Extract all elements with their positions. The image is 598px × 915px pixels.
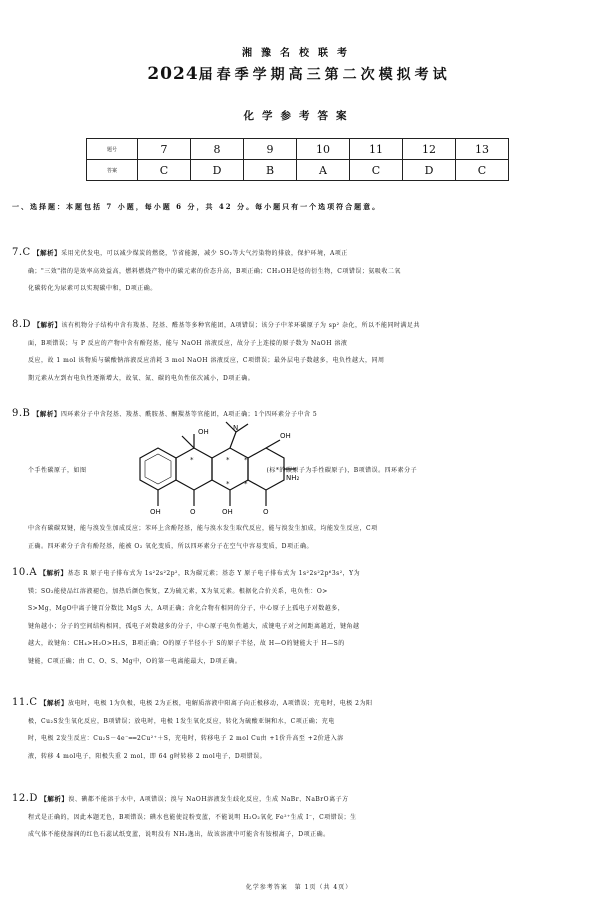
q12-line: 溴、碘都不能溶于水中，A项错误；溴与 NaOH溶液发生歧化反应，生成 NaBr、NaBrO离子方 xyxy=(68,796,349,803)
q7-number: 7.C xyxy=(12,247,31,258)
answer-cell: A xyxy=(297,160,350,181)
q11-line: 放电时，电极 1为负极，电极 2为正极，电解质溶液中阳离子向正极移动，A项错误；充电时，电极 2为阳 xyxy=(67,700,373,707)
q7-line: 采用光伏发电，可以减少煤炭的燃烧，节省能源，减少 SO₂等大气污染物的排放，保护环境，A项正 xyxy=(61,250,348,257)
page-footer: 化学参考答案 第 1页（共 4页） xyxy=(245,884,353,891)
chiral-star: * xyxy=(244,480,248,488)
exam-year: 2024 xyxy=(147,64,199,84)
table-row-answers xyxy=(87,160,509,181)
chiral-star: * xyxy=(190,456,194,464)
oh-label: OH xyxy=(198,428,209,436)
chiral-star: * xyxy=(226,456,230,464)
q8-line: 该有机物分子结构中含有羧基、羟基、醛基等多种官能团，A项错误；该分子中苯环碳原子为 sp² 杂化，所以不能同时满足共 xyxy=(61,322,420,329)
q9-number: 9.B xyxy=(12,408,31,419)
q9-line: (标*的碳原子为手性碳原子)，B项错误。四环素分子 xyxy=(266,467,418,474)
exam-title xyxy=(0,64,598,84)
q8-number: 8.D xyxy=(12,319,32,330)
aromatic-ring-inner xyxy=(145,454,171,484)
q12-line: 程式是正确的，因此本题无色，B项错误；碘水也能使淀粉变蓝，不能说明 H₂O₂氧化 Fe²⁺生成 I⁻，C项错误；生 xyxy=(28,813,357,821)
question-number: 11 xyxy=(350,139,403,160)
exam-org-title: 湘豫名校联考 xyxy=(242,48,356,59)
question-number: 8 xyxy=(191,139,244,160)
q10-line: 越大，故键角：CH₄>H₂O>H₂S，B项正确；O的原子半径小于 S的原子半径，故 H—O的键能大于 H—S的 xyxy=(28,640,345,647)
answer-cell: D xyxy=(191,160,244,181)
q10-line: 键角越小；分子的空间结构相同，孤电子对数越多的分子，中心原子电负性越大，成键电子对之间距离越近，键角越 xyxy=(28,622,360,630)
tetracycline-structure-diagram xyxy=(120,418,300,524)
q9-line: 四环素分子中含羟基、羧基、酰胺基、酮羰基等官能团，A项正确；1个四环素分子中含 5 xyxy=(60,411,318,418)
q11-line: 时，电极 2发生反应：Cu₂S－4e⁻══2Cu²⁺＋S，充电时，转移电子 2 mol Cu由 +1价升高至 +2价进入溶 xyxy=(28,735,344,742)
q8-line: 期元素从左到右电负性逐渐增大，故氧、氮、碳的电负性依次减小，D项正确。 xyxy=(28,374,255,382)
ring-d xyxy=(248,448,284,490)
answer-cell: B xyxy=(244,160,297,181)
answer-cell: D xyxy=(403,160,456,181)
bond xyxy=(182,436,194,448)
answer-cell: C xyxy=(350,160,403,181)
row-label-number: 题号 xyxy=(87,139,138,160)
q10-line: 键能，C项正确；由 C、O、S、Mg中，O的第一电离能最大，D项正确。 xyxy=(28,657,242,665)
question-number: 9 xyxy=(244,139,297,160)
q10-line: S>Mg，MgO中离子键百分数比 MgS 大，A项正确；含化合物有相同的分子，中心原子上孤电子对数越多， xyxy=(28,605,345,612)
nitrogen-label: N xyxy=(233,424,239,432)
question-number: 12 xyxy=(403,139,456,160)
q7-line: 化碳转化为尿素可以实现碳中和，D项正确。 xyxy=(28,285,157,292)
q9-line: 正确。四环素分子含有酚羟基，能被 O₂ 氧化变质，所以四环素分子在空气中容易变质，D项正确。 xyxy=(28,542,313,550)
q11-line: 液，转移 4 mol电子，阳极失重 2 mol，即 64 g时转移 2 mol电子，D项错误。 xyxy=(28,752,267,760)
amide-label: NH₂ xyxy=(286,474,300,482)
q10-line: 镁；SO₂能使品红溶液褪色，加热后颜色恢复，Z为硫元素，X为氧元素。根据化合价关系，电负性：O> xyxy=(28,587,328,595)
q12-line: 成气体不能使湿润的红色石蕊试纸变蓝，说明没有 NH₃逸出，故该溶液中可能含有铵根离子，D项正确。 xyxy=(28,831,330,838)
q11-line: 极，Cu₂S发生氧化反应，B项错误；放电时，电极 1发生氧化反应，转化为硫酸亚铜和水，C项正确；充电 xyxy=(28,717,335,725)
q11-tag: 【解析】 xyxy=(39,699,68,707)
question-number: 13 xyxy=(456,139,509,160)
q9-line: 中含有碳碳双键，能与溴发生加成反应；苯环上含酚羟基，能与溴水发生取代反应，能与溴发生加成，均能发生反应，C项 xyxy=(28,525,378,532)
row-label-answer: 答案 xyxy=(87,160,138,181)
q7-tag: 【解析】 xyxy=(33,249,62,257)
question-7 xyxy=(12,244,587,298)
ring-c xyxy=(212,448,248,490)
q10-number: 10.A xyxy=(12,567,38,578)
q12-tag: 【解析】 xyxy=(40,795,69,803)
q8-line: 反应，故 1 mol 该物质与碳酸钠溶液反应消耗 3 mol NaOH 溶液反应，C项错误；最外层电子数越多，电负性越大，同周 xyxy=(28,357,385,364)
answer-cell: C xyxy=(138,160,191,181)
q12-number: 12.D xyxy=(12,793,38,804)
q8-line: 面，B项错误；与 P 反应的产物中含有酚羟基，能与 NaOH 溶液反应，故分子上连接的原子数为 NaOH 溶液 xyxy=(28,339,348,347)
q11-number: 11.C xyxy=(12,697,38,708)
question-11 xyxy=(12,694,587,765)
question-number: 10 xyxy=(297,139,350,160)
q10-tag: 【解析】 xyxy=(39,569,68,577)
o-label: O xyxy=(263,508,269,516)
q9-line: 个手性碳原子，如图 xyxy=(28,467,87,474)
bond xyxy=(266,440,280,448)
doc-title: 化学参考答案 xyxy=(243,110,355,122)
question-12 xyxy=(12,790,587,844)
answer-cell: C xyxy=(456,160,509,181)
q7-line: 确；"三效"指的是效率高效益高，燃料燃烧产物中的碳元素的价态升高，B项正确；CH₃OH是烃的衍生物，C项错误；氨吸收二氧 xyxy=(28,267,401,275)
oh-label: OH xyxy=(150,508,161,516)
answer-table xyxy=(86,138,509,181)
chiral-star: * xyxy=(244,456,248,464)
section-heading: 一、选择题：本题包括 7 小题，每小题 6 分，共 42 分。每小题只有一个选项符合题意。 xyxy=(12,202,382,211)
exam-title-text: 届春季学期高三第二次模拟考试 xyxy=(198,67,451,83)
q8-tag: 【解析】 xyxy=(33,321,62,329)
oh-label: OH xyxy=(222,508,233,516)
question-8 xyxy=(12,316,587,387)
chiral-star: * xyxy=(226,480,230,488)
q9-tag: 【解析】 xyxy=(32,410,61,418)
question-10 xyxy=(12,564,587,670)
question-9-cont xyxy=(12,520,587,555)
o-label: O xyxy=(190,508,196,516)
q10-line: 基态 R 原子电子排布式为 1s²2s²2p²，R为碳元素；基态 Y 原子电子排布式为 1s²2s²2p⁶3s²，Y为 xyxy=(67,570,361,577)
table-row-numbers xyxy=(87,139,509,160)
ring-b xyxy=(176,448,212,490)
question-number: 7 xyxy=(138,139,191,160)
bond xyxy=(230,432,236,448)
oh-label: OH xyxy=(280,432,291,440)
